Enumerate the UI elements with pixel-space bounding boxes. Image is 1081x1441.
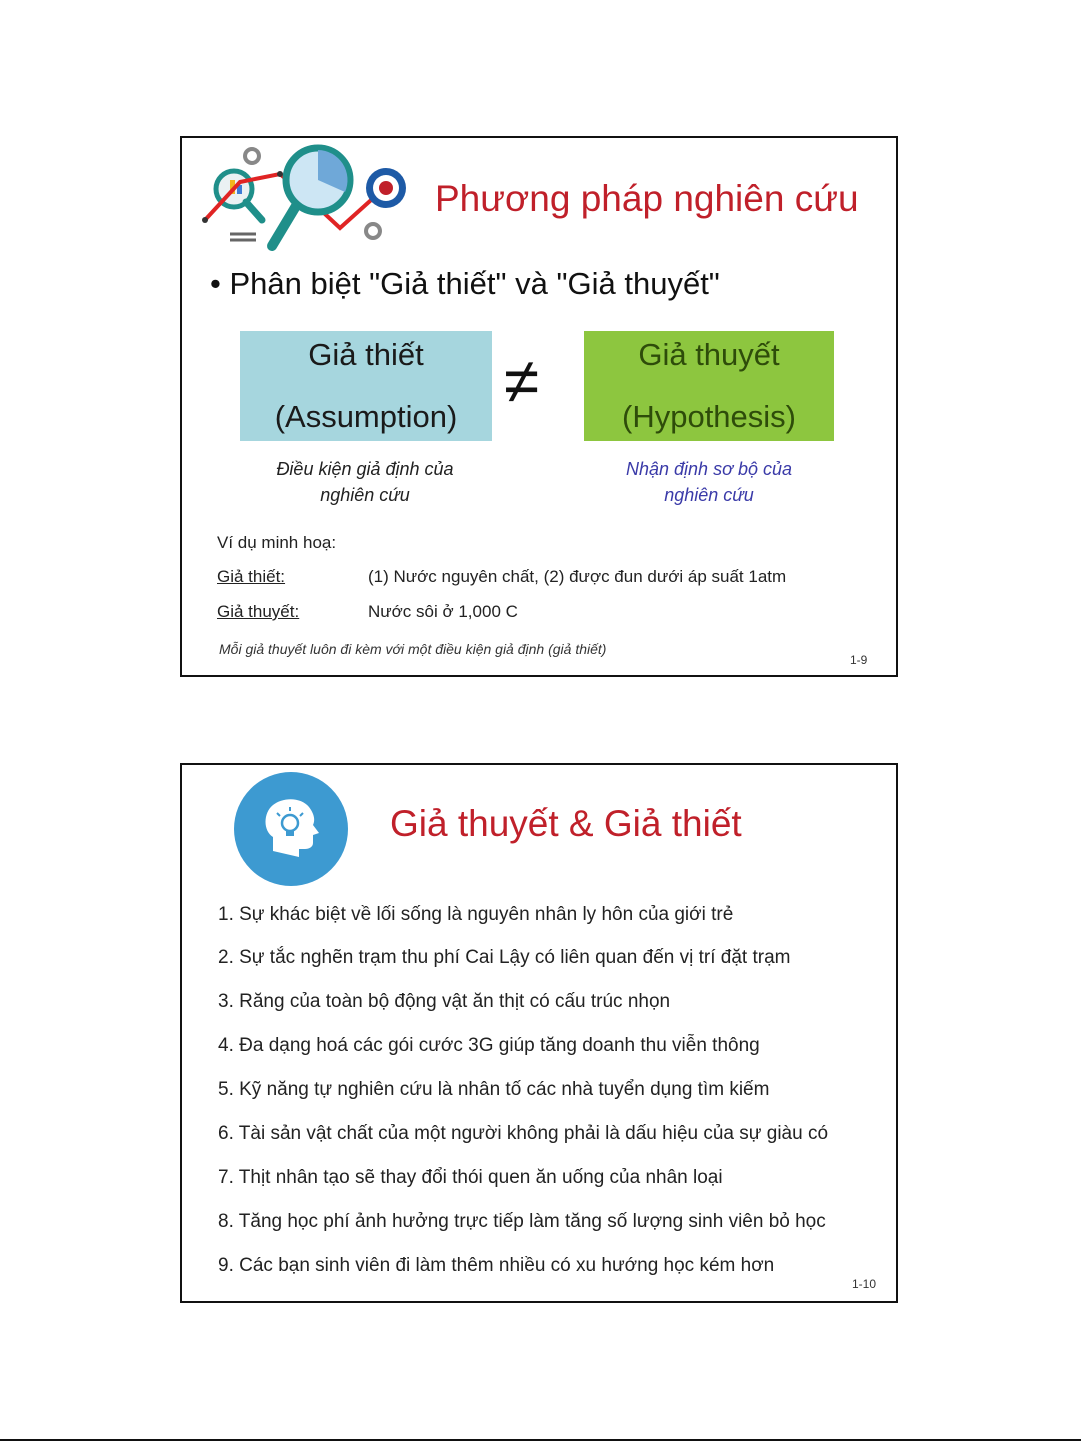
slide-note: Mỗi giả thuyết luôn đi kèm với một điều kiện giả định (giả thiết) — [219, 641, 607, 657]
assumption-term: Giả thiết — [308, 337, 424, 372]
list-item: 6. Tài sản vật chất của một người không phải là dấu hiệu của sự giàu có — [218, 1123, 829, 1144]
slide-1-10 — [180, 763, 898, 1303]
slide-title: Phương pháp nghiên cứu — [435, 178, 859, 219]
list-item: 3. Răng của toàn bộ động vật ăn thịt có cấu trúc nhọn — [218, 991, 671, 1012]
page-number: 1-10 — [852, 1277, 877, 1291]
assumption-caption-line1: Điều kiện giả định của — [276, 459, 454, 479]
page-number: 1-9 — [850, 653, 868, 667]
assumption-caption — [240, 456, 490, 508]
head-lightbulb-icon — [233, 771, 349, 887]
list-item: 2. Sự tắc nghẽn trạm thu phí Cai Lậy có liên quan đến vị trí đặt trạm — [218, 947, 791, 968]
hypothesis-term: Giả thuyết — [638, 337, 780, 372]
hypothesis-english: (Hypothesis) — [622, 399, 796, 434]
assumption-box — [240, 331, 492, 441]
example-label-hypothesis: Giả thuyết: — [217, 602, 300, 621]
example-text-assumption: (1) Nước nguyên chất, (2) được đun dưới áp suất 1atm — [368, 567, 787, 586]
bullet-heading — [210, 266, 720, 302]
slide-title: Giả thuyết & Giả thiết — [390, 803, 742, 844]
bullet-marker: • — [210, 266, 230, 301]
list-item: 7. Thịt nhân tạo sẽ thay đổi thói quen ăn uống của nhân loại — [218, 1167, 723, 1188]
assumption-english: (Assumption) — [274, 399, 458, 434]
hypothesis-box — [584, 331, 834, 441]
hypothesis-caption-line1: Nhận định sơ bộ của — [626, 459, 792, 479]
hypothesis-caption-line2: nghiên cứu — [664, 485, 754, 505]
list-item: 5. Kỹ năng tự nghiên cứu là nhân tố các nhà tuyển dụng tìm kiếm — [218, 1079, 770, 1100]
bullet-text: Phân biệt "Giả thiết" và "Giả thuyết" — [229, 266, 720, 301]
example-text-hypothesis: Nước sôi ở 1,000 C — [368, 602, 518, 621]
assumption-caption-line2: nghiên cứu — [320, 485, 410, 505]
list-item: 4. Đa dạng hoá các gói cước 3G giúp tăng doanh thu viễn thông — [218, 1035, 760, 1056]
list-item: 8. Tăng học phí ảnh hưởng trực tiếp làm tăng số lượng sinh viên bỏ học — [218, 1211, 826, 1232]
list-item: 9. Các bạn sinh viên đi làm thêm nhiều có xu hướng học kém hơn — [218, 1255, 775, 1276]
hypothesis-caption — [584, 456, 834, 508]
example-heading: Ví dụ minh hoạ: — [217, 533, 337, 552]
not-equal-symbol: ≠ — [504, 345, 540, 417]
example-label-assumption: Giả thiết: — [217, 567, 286, 586]
research-magnifier-icon — [200, 142, 415, 254]
list-item: 1. Sự khác biệt về lối sống là nguyên nhân ly hôn của giới trẻ — [218, 904, 734, 925]
slide-1-9 — [180, 136, 898, 677]
